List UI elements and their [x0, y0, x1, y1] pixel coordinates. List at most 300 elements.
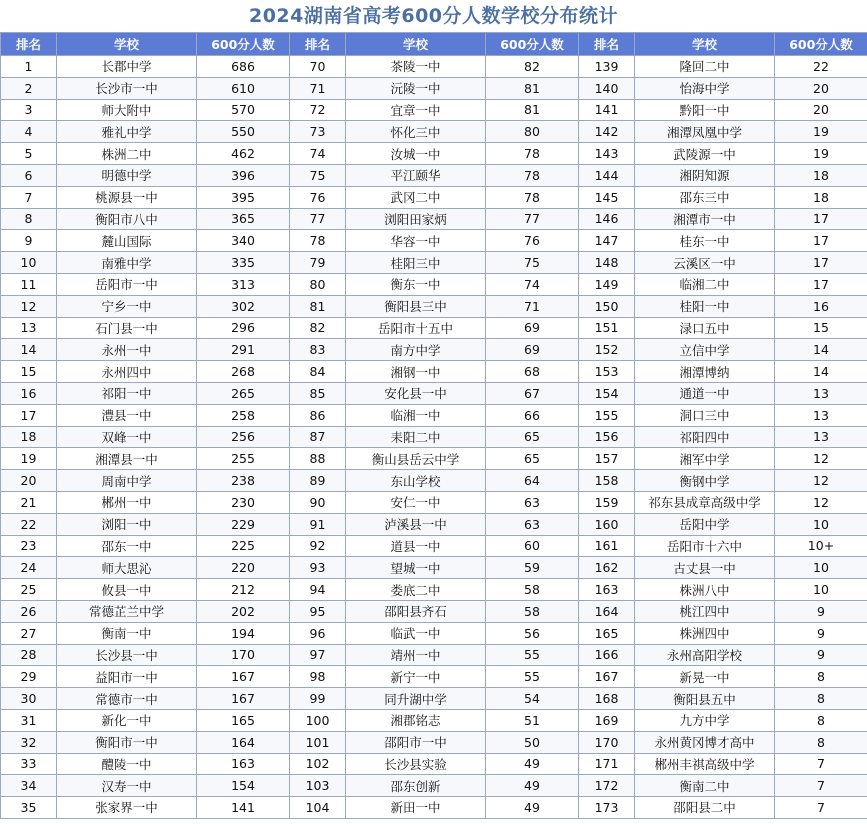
count-cell: 8 — [775, 666, 867, 688]
count-cell: 58 — [486, 600, 579, 622]
rank-cell: 29 — [1, 666, 57, 688]
count-cell: 66 — [486, 404, 579, 426]
rank-cell: 155 — [579, 404, 635, 426]
school-cell: 攸县一中 — [57, 579, 197, 601]
rank-cell: 141 — [579, 99, 635, 121]
school-cell: 邵东三中 — [635, 186, 775, 208]
count-cell: 60 — [486, 535, 579, 557]
count-cell: 17 — [775, 252, 867, 274]
rank-cell: 95 — [290, 600, 346, 622]
rank-cell: 150 — [579, 295, 635, 317]
count-cell: 17 — [775, 273, 867, 295]
school-cell: 长沙市一中 — [57, 77, 197, 99]
school-cell: 衡山县岳云中学 — [346, 448, 486, 470]
school-cell: 湘潭凤凰中学 — [635, 121, 775, 143]
rank-cell: 160 — [579, 513, 635, 535]
school-cell: 桂阳三中 — [346, 252, 486, 274]
school-cell: 麓山国际 — [57, 230, 197, 252]
count-cell: 396 — [197, 164, 290, 186]
count-cell: 22 — [775, 56, 867, 78]
school-cell: 湘潭市一中 — [635, 208, 775, 230]
count-cell: 18 — [775, 186, 867, 208]
count-cell: 291 — [197, 339, 290, 361]
school-cell: 道县一中 — [346, 535, 486, 557]
school-cell: 湘潭博纳 — [635, 361, 775, 383]
school-cell: 汝城一中 — [346, 143, 486, 165]
count-cell: 82 — [486, 56, 579, 78]
school-cell: 临湘二中 — [635, 273, 775, 295]
table-row — [1, 709, 867, 731]
table-row — [1, 208, 867, 230]
count-cell: 14 — [775, 361, 867, 383]
rank-cell: 16 — [1, 382, 57, 404]
rank-cell: 74 — [290, 143, 346, 165]
rank-cell: 88 — [290, 448, 346, 470]
school-cell: 岳阳市十六中 — [635, 535, 775, 557]
school-cell: 桃源县一中 — [57, 186, 197, 208]
table-row — [1, 600, 867, 622]
school-cell: 浏阳田家炳 — [346, 208, 486, 230]
count-cell: 14 — [775, 339, 867, 361]
rank-cell: 154 — [579, 382, 635, 404]
school-cell: 衡南一中 — [57, 622, 197, 644]
rank-cell: 94 — [290, 579, 346, 601]
table-row — [1, 688, 867, 710]
count-cell: 610 — [197, 77, 290, 99]
count-cell: 10+ — [775, 535, 867, 557]
header-count: 600分人数 — [775, 33, 867, 56]
count-cell: 63 — [486, 513, 579, 535]
table-header-row — [1, 33, 867, 56]
table-row — [1, 622, 867, 644]
rank-cell: 103 — [290, 775, 346, 797]
rank-cell: 7 — [1, 186, 57, 208]
school-cell: 岳阳市一中 — [57, 273, 197, 295]
school-cell: 桃江四中 — [635, 600, 775, 622]
school-cell: 长沙县一中 — [57, 644, 197, 666]
rank-cell: 17 — [1, 404, 57, 426]
school-cell: 湘潭县一中 — [57, 448, 197, 470]
school-cell: 岳阳中学 — [635, 513, 775, 535]
rank-cell: 90 — [290, 491, 346, 513]
rank-cell: 24 — [1, 557, 57, 579]
rank-cell: 3 — [1, 99, 57, 121]
count-cell: 164 — [197, 731, 290, 753]
count-cell: 365 — [197, 208, 290, 230]
rank-cell: 76 — [290, 186, 346, 208]
school-cell: 湘钢一中 — [346, 361, 486, 383]
count-cell: 9 — [775, 644, 867, 666]
rank-cell: 72 — [290, 99, 346, 121]
rank-cell: 148 — [579, 252, 635, 274]
rank-cell: 33 — [1, 753, 57, 775]
count-cell: 141 — [197, 797, 290, 819]
rank-cell: 173 — [579, 797, 635, 819]
count-cell: 10 — [775, 513, 867, 535]
count-cell: 17 — [775, 230, 867, 252]
rank-cell: 21 — [1, 491, 57, 513]
rank-cell: 80 — [290, 273, 346, 295]
count-cell: 54 — [486, 688, 579, 710]
school-cell: 怡海中学 — [635, 77, 775, 99]
header-rank: 排名 — [1, 33, 57, 56]
table-row — [1, 77, 867, 99]
school-cell: 衡钢中学 — [635, 470, 775, 492]
rank-cell: 34 — [1, 775, 57, 797]
school-cell: 雅礼中学 — [57, 121, 197, 143]
count-cell: 335 — [197, 252, 290, 274]
header-rank: 排名 — [579, 33, 635, 56]
count-cell: 7 — [775, 753, 867, 775]
count-cell: 296 — [197, 317, 290, 339]
school-cell: 通道一中 — [635, 382, 775, 404]
school-cell: 湘阴知源 — [635, 164, 775, 186]
count-cell: 265 — [197, 382, 290, 404]
header-rank: 排名 — [290, 33, 346, 56]
rank-cell: 159 — [579, 491, 635, 513]
count-cell: 167 — [197, 688, 290, 710]
count-cell: 16 — [775, 295, 867, 317]
school-cell: 郴州一中 — [57, 491, 197, 513]
school-cell: 永州黄冈博才高中 — [635, 731, 775, 753]
school-cell: 浏阳一中 — [57, 513, 197, 535]
table-row — [1, 186, 867, 208]
table-row — [1, 382, 867, 404]
rank-cell: 102 — [290, 753, 346, 775]
table-row — [1, 164, 867, 186]
rank-cell: 15 — [1, 361, 57, 383]
rank-cell: 161 — [579, 535, 635, 557]
school-cell: 周南中学 — [57, 470, 197, 492]
rank-cell: 143 — [579, 143, 635, 165]
rank-cell: 152 — [579, 339, 635, 361]
school-cell: 安仁一中 — [346, 491, 486, 513]
count-cell: 154 — [197, 775, 290, 797]
rank-cell: 9 — [1, 230, 57, 252]
school-cell: 桂阳一中 — [635, 295, 775, 317]
rank-cell: 167 — [579, 666, 635, 688]
rank-cell: 96 — [290, 622, 346, 644]
rank-cell: 6 — [1, 164, 57, 186]
count-cell: 256 — [197, 426, 290, 448]
count-cell: 165 — [197, 709, 290, 731]
table-row — [1, 579, 867, 601]
count-cell: 75 — [486, 252, 579, 274]
rank-cell: 73 — [290, 121, 346, 143]
school-cell: 茶陵一中 — [346, 56, 486, 78]
school-cell: 武陵源一中 — [635, 143, 775, 165]
count-cell: 67 — [486, 382, 579, 404]
count-cell: 13 — [775, 426, 867, 448]
count-cell: 12 — [775, 470, 867, 492]
school-cell: 祁阳四中 — [635, 426, 775, 448]
rank-cell: 104 — [290, 797, 346, 819]
rank-cell: 78 — [290, 230, 346, 252]
rank-cell: 86 — [290, 404, 346, 426]
rank-cell: 142 — [579, 121, 635, 143]
table-row — [1, 404, 867, 426]
table-row — [1, 753, 867, 775]
rank-cell: 89 — [290, 470, 346, 492]
count-cell: 78 — [486, 143, 579, 165]
school-cell: 娄底二中 — [346, 579, 486, 601]
rank-cell: 4 — [1, 121, 57, 143]
school-cell: 衡南二中 — [635, 775, 775, 797]
rank-cell: 87 — [290, 426, 346, 448]
rank-cell: 166 — [579, 644, 635, 666]
count-cell: 19 — [775, 121, 867, 143]
rank-cell: 30 — [1, 688, 57, 710]
table-row — [1, 491, 867, 513]
school-cell: 永州四中 — [57, 361, 197, 383]
rank-cell: 12 — [1, 295, 57, 317]
count-cell: 17 — [775, 208, 867, 230]
table-row — [1, 339, 867, 361]
count-cell: 9 — [775, 622, 867, 644]
rank-cell: 170 — [579, 731, 635, 753]
school-cell: 宜章一中 — [346, 99, 486, 121]
ranking-table — [0, 32, 867, 819]
rank-cell: 144 — [579, 164, 635, 186]
count-cell: 55 — [486, 644, 579, 666]
count-cell: 12 — [775, 448, 867, 470]
header-school: 学校 — [635, 33, 775, 56]
school-cell: 常德芷兰中学 — [57, 600, 197, 622]
rank-cell: 20 — [1, 470, 57, 492]
rank-cell: 70 — [290, 56, 346, 78]
school-cell: 益阳市一中 — [57, 666, 197, 688]
table-row — [1, 121, 867, 143]
school-cell: 衡阳市八中 — [57, 208, 197, 230]
school-cell: 新宁一中 — [346, 666, 486, 688]
school-cell: 古丈县一中 — [635, 557, 775, 579]
count-cell: 225 — [197, 535, 290, 557]
table-row — [1, 470, 867, 492]
rank-cell: 13 — [1, 317, 57, 339]
count-cell: 194 — [197, 622, 290, 644]
count-cell: 80 — [486, 121, 579, 143]
school-cell: 临湘一中 — [346, 404, 486, 426]
school-cell: 南方中学 — [346, 339, 486, 361]
rank-cell: 26 — [1, 600, 57, 622]
school-cell: 南雅中学 — [57, 252, 197, 274]
table-row — [1, 775, 867, 797]
school-cell: 立信中学 — [635, 339, 775, 361]
rank-cell: 169 — [579, 709, 635, 731]
school-cell: 邵阳市一中 — [346, 731, 486, 753]
rank-cell: 164 — [579, 600, 635, 622]
rank-cell: 139 — [579, 56, 635, 78]
rank-cell: 153 — [579, 361, 635, 383]
table-row — [1, 295, 867, 317]
count-cell: 212 — [197, 579, 290, 601]
rank-cell: 171 — [579, 753, 635, 775]
table-row — [1, 557, 867, 579]
table-row — [1, 513, 867, 535]
count-cell: 50 — [486, 731, 579, 753]
count-cell: 20 — [775, 99, 867, 121]
school-cell: 黔阳一中 — [635, 99, 775, 121]
school-cell: 衡阳县五中 — [635, 688, 775, 710]
school-cell: 华容一中 — [346, 230, 486, 252]
rank-cell: 165 — [579, 622, 635, 644]
count-cell: 63 — [486, 491, 579, 513]
count-cell: 8 — [775, 709, 867, 731]
school-cell: 岳阳市十五中 — [346, 317, 486, 339]
count-cell: 19 — [775, 143, 867, 165]
rank-cell: 151 — [579, 317, 635, 339]
rank-cell: 71 — [290, 77, 346, 99]
school-cell: 东山学校 — [346, 470, 486, 492]
count-cell: 77 — [486, 208, 579, 230]
count-cell: 74 — [486, 273, 579, 295]
count-cell: 220 — [197, 557, 290, 579]
school-cell: 武冈二中 — [346, 186, 486, 208]
count-cell: 7 — [775, 797, 867, 819]
school-cell: 邵东一中 — [57, 535, 197, 557]
school-cell: 株洲二中 — [57, 143, 197, 165]
school-cell: 长郡中学 — [57, 56, 197, 78]
school-cell: 新晃一中 — [635, 666, 775, 688]
count-cell: 462 — [197, 143, 290, 165]
school-cell: 洞口三中 — [635, 404, 775, 426]
count-cell: 258 — [197, 404, 290, 426]
count-cell: 170 — [197, 644, 290, 666]
rank-cell: 32 — [1, 731, 57, 753]
table-row — [1, 644, 867, 666]
rank-cell: 2 — [1, 77, 57, 99]
rank-cell: 10 — [1, 252, 57, 274]
rank-cell: 77 — [290, 208, 346, 230]
count-cell: 78 — [486, 186, 579, 208]
rank-cell: 85 — [290, 382, 346, 404]
rank-cell: 145 — [579, 186, 635, 208]
school-cell: 衡东一中 — [346, 273, 486, 295]
rank-cell: 98 — [290, 666, 346, 688]
count-cell: 238 — [197, 470, 290, 492]
count-cell: 71 — [486, 295, 579, 317]
count-cell: 49 — [486, 753, 579, 775]
count-cell: 268 — [197, 361, 290, 383]
rank-cell: 18 — [1, 426, 57, 448]
count-cell: 10 — [775, 579, 867, 601]
count-cell: 395 — [197, 186, 290, 208]
table-row — [1, 230, 867, 252]
school-cell: 衡阳市一中 — [57, 731, 197, 753]
rank-cell: 84 — [290, 361, 346, 383]
table-row — [1, 426, 867, 448]
header-count: 600分人数 — [197, 33, 290, 56]
count-cell: 8 — [775, 731, 867, 753]
count-cell: 255 — [197, 448, 290, 470]
rank-cell: 172 — [579, 775, 635, 797]
school-cell: 邵东创新 — [346, 775, 486, 797]
rank-cell: 25 — [1, 579, 57, 601]
table-row — [1, 797, 867, 819]
school-cell: 隆回二中 — [635, 56, 775, 78]
count-cell: 55 — [486, 666, 579, 688]
school-cell: 临武一中 — [346, 622, 486, 644]
school-cell: 桂东一中 — [635, 230, 775, 252]
school-cell: 邵阳县齐石 — [346, 600, 486, 622]
school-cell: 师大附中 — [57, 99, 197, 121]
rank-cell: 23 — [1, 535, 57, 557]
rank-cell: 31 — [1, 709, 57, 731]
rank-cell: 140 — [579, 77, 635, 99]
count-cell: 76 — [486, 230, 579, 252]
count-cell: 68 — [486, 361, 579, 383]
rank-cell: 97 — [290, 644, 346, 666]
school-cell: 新化一中 — [57, 709, 197, 731]
count-cell: 49 — [486, 775, 579, 797]
rank-cell: 11 — [1, 273, 57, 295]
school-cell: 渌口五中 — [635, 317, 775, 339]
table-row — [1, 361, 867, 383]
count-cell: 65 — [486, 426, 579, 448]
header-school: 学校 — [57, 33, 197, 56]
school-cell: 云溪区一中 — [635, 252, 775, 274]
school-cell: 靖州一中 — [346, 644, 486, 666]
count-cell: 56 — [486, 622, 579, 644]
rank-cell: 14 — [1, 339, 57, 361]
school-cell: 衡阳县三中 — [346, 295, 486, 317]
school-cell: 新田一中 — [346, 797, 486, 819]
rank-cell: 157 — [579, 448, 635, 470]
rank-cell: 158 — [579, 470, 635, 492]
count-cell: 18 — [775, 164, 867, 186]
school-cell: 常德市一中 — [57, 688, 197, 710]
school-cell: 安化县一中 — [346, 382, 486, 404]
rank-cell: 93 — [290, 557, 346, 579]
header-school: 学校 — [346, 33, 486, 56]
rank-cell: 83 — [290, 339, 346, 361]
count-cell: 20 — [775, 77, 867, 99]
count-cell: 686 — [197, 56, 290, 78]
rank-cell: 81 — [290, 295, 346, 317]
table-row — [1, 448, 867, 470]
rank-cell: 75 — [290, 164, 346, 186]
school-cell: 宁乡一中 — [57, 295, 197, 317]
school-cell: 泸溪县一中 — [346, 513, 486, 535]
rank-cell: 92 — [290, 535, 346, 557]
school-cell: 长沙县实验 — [346, 753, 486, 775]
rank-cell: 156 — [579, 426, 635, 448]
count-cell: 49 — [486, 797, 579, 819]
school-cell: 石门县一中 — [57, 317, 197, 339]
count-cell: 230 — [197, 491, 290, 513]
rank-cell: 100 — [290, 709, 346, 731]
count-cell: 12 — [775, 491, 867, 513]
table-row — [1, 666, 867, 688]
count-cell: 340 — [197, 230, 290, 252]
count-cell: 78 — [486, 164, 579, 186]
table-row — [1, 317, 867, 339]
table-row — [1, 143, 867, 165]
rank-cell: 79 — [290, 252, 346, 274]
rank-cell: 5 — [1, 143, 57, 165]
school-cell: 株洲四中 — [635, 622, 775, 644]
rank-cell: 149 — [579, 273, 635, 295]
count-cell: 8 — [775, 688, 867, 710]
table-row — [1, 731, 867, 753]
rank-cell: 101 — [290, 731, 346, 753]
rank-cell: 28 — [1, 644, 57, 666]
school-cell: 湘郡铭志 — [346, 709, 486, 731]
rank-cell: 163 — [579, 579, 635, 601]
rank-cell: 1 — [1, 56, 57, 78]
rank-cell: 162 — [579, 557, 635, 579]
rank-cell: 99 — [290, 688, 346, 710]
